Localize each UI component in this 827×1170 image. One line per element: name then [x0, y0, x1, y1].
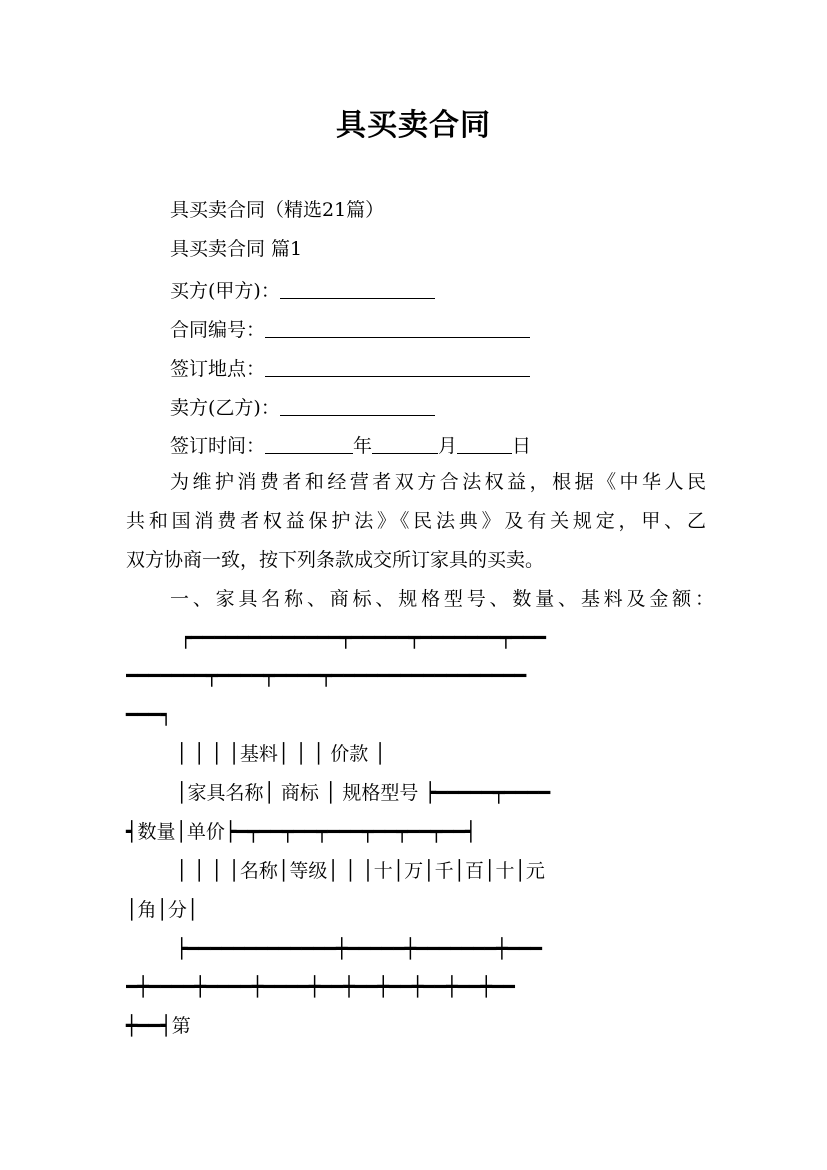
table-row: │ │ │ │名称│等级│ │ │十│万│千│百│十│元 — [176, 860, 545, 882]
buyer-field — [170, 276, 435, 303]
paragraph-1-line-3: 双方协商一致，按下列条款成交所订家具的买卖。 — [126, 549, 545, 571]
month-blank — [372, 433, 438, 454]
document-title: 具买卖合同 — [336, 108, 491, 143]
place-field — [170, 354, 530, 381]
table-row: ━━━┑ — [126, 704, 172, 726]
place-blank — [265, 356, 530, 377]
clause-1 — [170, 587, 714, 611]
table-row: ┍━━━━━━━━━━━━━┯━━━━━┯━━━━━━━┯━━━ — [180, 627, 547, 649]
month-label: 月 — [438, 435, 458, 457]
seller-field — [170, 393, 435, 420]
table-row: ━┿━━━━┿━━━━┿━━━━┿━━┿━━┿━━┿━━┿━━┿━━ — [126, 976, 515, 998]
paragraph-1-line-1-text: 为维护消费者和经营者双方合法权益，根据《中华人民 — [170, 471, 706, 493]
table-row: │角│分│ — [126, 899, 199, 921]
time-field — [170, 431, 531, 458]
contract-no-label: 合同编号： — [170, 319, 266, 341]
paragraph-1-line-2 — [126, 509, 706, 533]
buyer-blank — [280, 278, 435, 299]
document-subtitle: 具买卖合同（精选21篇） — [170, 199, 385, 221]
paragraph-1-line-1 — [170, 470, 706, 494]
seller-label: 卖方(乙方)： — [170, 397, 280, 419]
day-blank — [457, 433, 512, 454]
table-row: ━━━━━━━┯━━━━┯━━━━┯━━━━━━━━━━━━━━━━━ — [126, 665, 527, 687]
section-heading: 具买卖合同 篇1 — [170, 238, 303, 260]
table-row: ┝━━━━━━━━━━━━━┿━━━━━┿━━━━━━━┿━━━ — [176, 938, 543, 960]
day-label: 日 — [512, 435, 532, 457]
time-label: 签订时间： — [170, 435, 266, 457]
table-row: │ │ │ │基料│ │ │ 价款 │ — [176, 743, 386, 765]
table-row: │家具名称│ 商标 │ 规格型号 ┝━━━━━┯━━━━ — [176, 782, 551, 804]
year-label: 年 — [353, 435, 373, 457]
seller-blank — [280, 395, 435, 416]
paragraph-1-line-2-text: 共和国消费者权益保护法》《民法典》及有关规定，甲、乙 — [126, 510, 706, 532]
table-row: ┿━━┥第 — [126, 1015, 191, 1037]
year-blank — [265, 433, 353, 454]
contract-no-field — [170, 315, 530, 342]
place-label: 签订地点： — [170, 358, 266, 380]
table-row: ┥数量│单价┝━┯━━┯━━┯━━━┯━━┯━━┯━━┥ — [126, 821, 477, 843]
contract-no-blank — [265, 317, 530, 338]
clause-1-text: 一、家具名称、商标、规格型号、数量、基料及金额： — [170, 588, 714, 610]
buyer-label: 买方(甲方)： — [170, 280, 280, 302]
